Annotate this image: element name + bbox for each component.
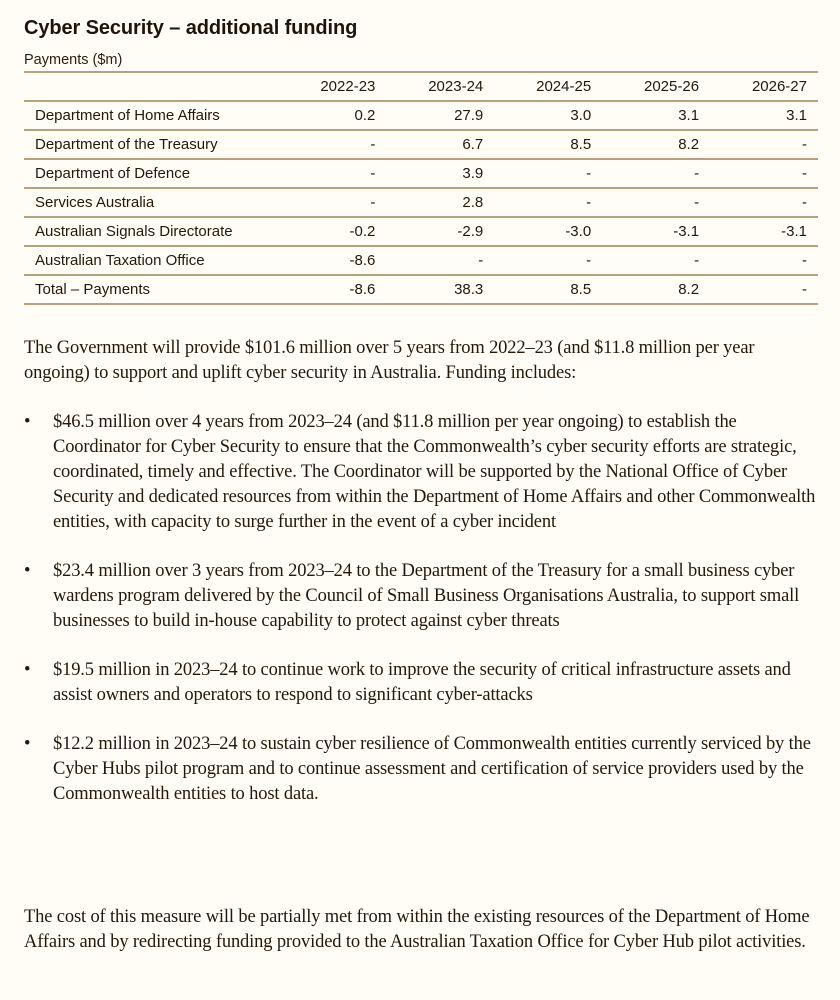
column-header-label [24, 72, 279, 101]
cell-value: - [602, 159, 710, 188]
table-row [24, 130, 818, 159]
list-item [24, 658, 824, 708]
list-item [24, 732, 824, 807]
column-header-2023-24: 2023-24 [386, 72, 494, 101]
cell-value: 3.9 [386, 159, 494, 188]
cell-value: - [279, 130, 387, 159]
cell-value: 3.1 [710, 101, 818, 130]
table-row [24, 217, 818, 246]
row-label: Department of Home Affairs [24, 101, 279, 130]
list-item-text: $19.5 million in 2023–24 to continue work to improve the security of critical infrastructure assets and assist owners and operators to respond to significant cyber-attacks [53, 660, 791, 705]
cell-value: - [710, 188, 818, 217]
cell-value: - [710, 159, 818, 188]
closing-paragraph: The cost of this measure will be partially met from within the existing resources of the Department of Home Affairs and by redirecting funding provided to the Australian Taxation Office for Cyber Hub pilot activities. [24, 907, 810, 952]
funding-bullet-list [24, 410, 824, 831]
payments-table [24, 71, 818, 305]
cell-value: - [710, 275, 818, 304]
cell-value: -3.0 [494, 217, 602, 246]
cell-value: - [494, 188, 602, 217]
cell-value: 2.8 [386, 188, 494, 217]
cell-value: - [602, 246, 710, 275]
row-label: Australian Taxation Office [24, 246, 279, 275]
column-header-2026-27: 2026-27 [710, 72, 818, 101]
cell-value: -0.2 [279, 217, 387, 246]
cell-value: 38.3 [386, 275, 494, 304]
cell-value: 6.7 [386, 130, 494, 159]
list-item-text: $46.5 million over 4 years from 2023–24 (and $11.8 million per year ongoing) to establish the Coordinator for Cyber Security to ensure that the Commonwealth’s cyber security efforts are strategic, coordinated, timely and effective. The Coordinator will be supported by the National Office of Cyber Security and dedicated resources from within the Department of Home Affairs and other Commonwealth entities, with capacity to surge further in the event of a cyber incident [53, 412, 816, 532]
cell-value: 3.1 [602, 101, 710, 130]
cell-value: -3.1 [710, 217, 818, 246]
column-header-2022-23: 2022-23 [279, 72, 387, 101]
bullet-icon: • [24, 561, 31, 581]
row-label: Services Australia [24, 188, 279, 217]
table-caption: Payments ($m) [24, 52, 123, 68]
cell-value: - [710, 246, 818, 275]
cell-value: - [494, 246, 602, 275]
cell-value: - [279, 159, 387, 188]
column-header-2024-25: 2024-25 [494, 72, 602, 101]
cell-value: 27.9 [386, 101, 494, 130]
cell-value: - [710, 130, 818, 159]
cell-value: -3.1 [602, 217, 710, 246]
table-header-row [24, 72, 818, 101]
cell-value: - [279, 188, 387, 217]
table-row [24, 159, 818, 188]
cell-value: 0.2 [279, 101, 387, 130]
cell-value: -2.9 [386, 217, 494, 246]
bullet-icon: • [24, 660, 31, 680]
bullet-icon: • [24, 734, 31, 754]
cell-value: -8.6 [279, 246, 387, 275]
table-total-row [24, 275, 818, 304]
cell-value: 8.5 [494, 275, 602, 304]
table-row [24, 188, 818, 217]
row-label: Department of the Treasury [24, 130, 279, 159]
cell-value: -8.6 [279, 275, 387, 304]
row-label: Department of Defence [24, 159, 279, 188]
cell-value: 8.2 [602, 275, 710, 304]
bullet-icon: • [24, 412, 31, 432]
table-row [24, 246, 818, 275]
document-title: Cyber Security – additional funding [24, 17, 358, 39]
row-label: Total – Payments [24, 275, 279, 304]
cell-value: 8.5 [494, 130, 602, 159]
cell-value: - [494, 159, 602, 188]
cell-value: 8.2 [602, 130, 710, 159]
intro-paragraph: The Government will provide $101.6 million over 5 years from 2022–23 (and $11.8 million per year ongoing) to support and uplift cyber security in Australia. Funding includes: [24, 338, 755, 383]
list-item [24, 559, 824, 634]
list-item-text: $23.4 million over 3 years from 2023–24 to the Department of the Treasury for a small business cyber wardens program delivered by the Council of Small Business Organisations Australia, to support small businesses to build in-house capability to protect against cyber threats [53, 561, 800, 631]
cell-value: 3.0 [494, 101, 602, 130]
column-header-2025-26: 2025-26 [602, 72, 710, 101]
cell-value: - [386, 246, 494, 275]
table-row [24, 101, 818, 130]
list-item [24, 410, 824, 535]
list-item-text: $12.2 million in 2023–24 to sustain cyber resilience of Commonwealth entities currently serviced by the Cyber Hubs pilot program and to continue assessment and certification of service providers used by the Commonwealth entities to host data. [53, 734, 811, 804]
cell-value: - [602, 188, 710, 217]
row-label: Australian Signals Directorate [24, 217, 279, 246]
